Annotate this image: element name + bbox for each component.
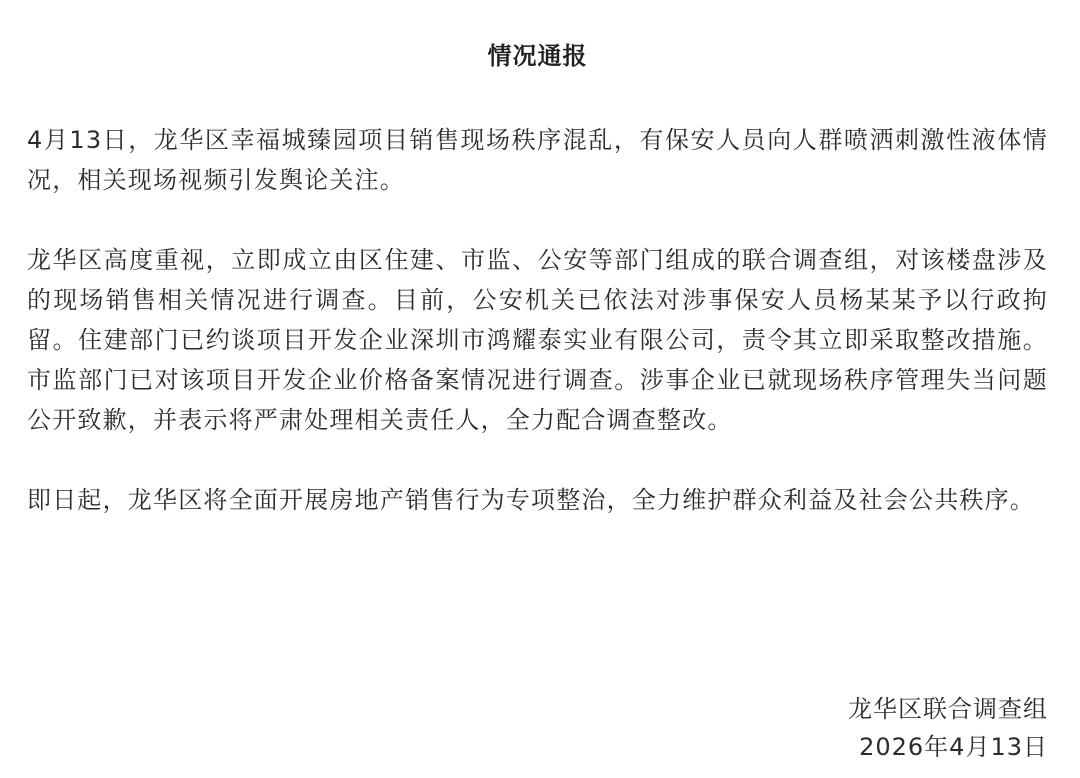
signature-org: 龙华区联合调查组 [848,695,1048,723]
paragraph-rectification: 即日起，龙华区将全面开展房地产销售行为专项整治，全力维护群众利益及社会公共秩序。 [27,486,1035,514]
notice-title: 情况通报 [487,42,588,70]
paragraph-incident: 4月13日，龙华区幸福城臻园项目销售现场秩序混乱，有保安人员向人群喷洒刺激性液体情况，相关现场视频引发舆论关注。 [27,126,1048,194]
paragraph-investigation: 龙华区高度重视，立即成立由区住建、市监、公安等部门组成的联合调查组，对该楼盘涉及的现场销售相关情况进行调查。目前，公安机关已依法对涉事保安人员杨某某予以行政拘留。住建部门已约谈项目开发企业深圳市鸿耀泰实业有限公司，责令其立即采取整改措施。市监部门已对该项目开发企业价格备案情况进行调查。涉事企业已就现场秩序管理失当问题公开致歉，并表示将严肃处理相关责任人，全力配合调查整改。 [27,246,1048,434]
signature-block [848,690,1048,766]
notice-body [27,120,1048,520]
signature-date: 2026年4月13日 [859,733,1048,761]
